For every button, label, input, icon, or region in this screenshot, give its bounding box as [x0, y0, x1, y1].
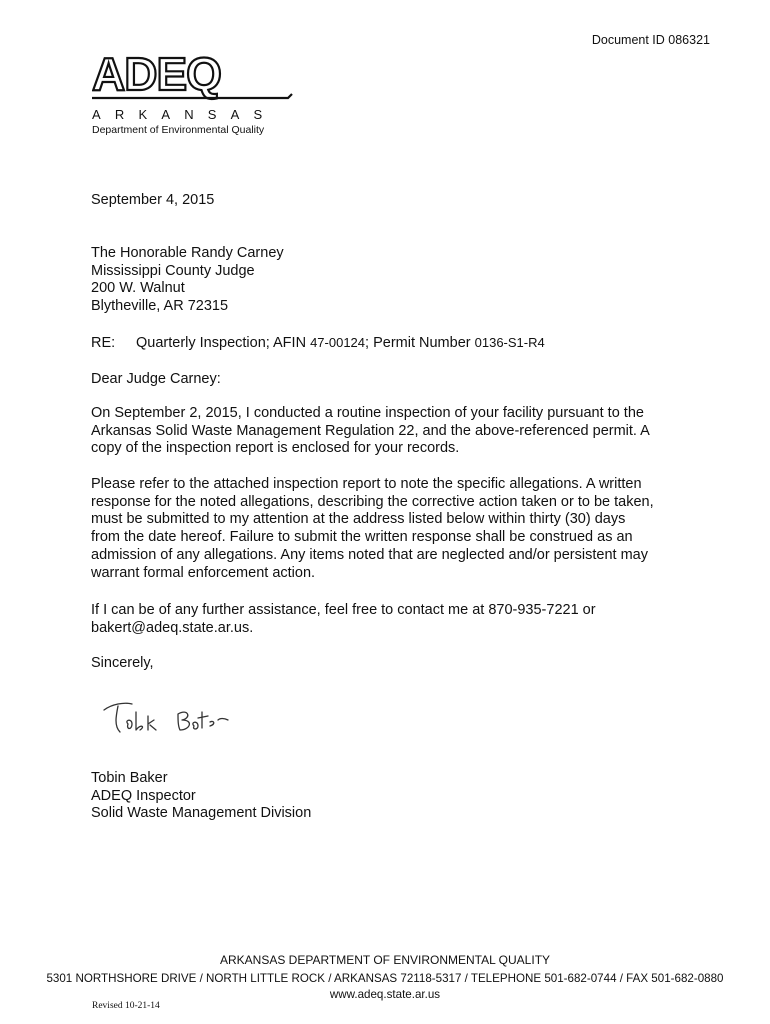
- paragraph-line: admission of any allegations. Any items noted that are neglected and/or persistent may: [91, 546, 648, 563]
- re-text-b: ; Permit Number: [365, 335, 475, 351]
- paragraph-2: [91, 476, 711, 582]
- revision-note: Revised 10-21-14: [92, 1001, 160, 1011]
- letterhead-state: ARKANSAS: [92, 107, 277, 122]
- recipient-name: The Honorable Randy Carney: [91, 245, 284, 261]
- paragraph-line: On September 2, 2015, I conducted a routine inspection of your facility pursuant to the: [91, 405, 644, 421]
- paragraph-3: [91, 602, 711, 637]
- re-line: [91, 334, 711, 353]
- signer-title: ADEQ Inspector: [91, 787, 196, 804]
- recipient-street: 200 W. Walnut: [91, 280, 185, 297]
- closing: Sincerely,: [91, 655, 154, 671]
- re-afin: 47-00124: [310, 335, 366, 350]
- paragraph-line: from the date hereof. Failure to submit the written response shall be construed as an: [91, 529, 633, 546]
- recipient-city: Blytheville, AR 72315: [91, 298, 229, 315]
- paragraph-line: Please refer to the attached inspection report to note the specific allegations. A written: [91, 476, 642, 492]
- paragraph-line: Arkansas Solid Waste Management Regulation 22, and the above-referenced permit. A: [91, 422, 650, 439]
- signature-block: [91, 770, 711, 823]
- paragraph-line: If I can be of any further assistance, feel free to contact me at 870-935-7221 or: [91, 602, 596, 618]
- paragraph-line: must be submitted to my attention at the address listed below within thirty (30) days: [91, 511, 626, 528]
- paragraph-line: warrant formal enforcement action.: [91, 564, 316, 581]
- footer-address: 5301 NORTHSHORE DRIVE / NORTH LITTLE ROCK / ARKANSAS 72118-5317 / TELEPHONE 501-682-0744 / FAX 501-682-0880: [46, 972, 724, 985]
- recipient-title: Mississippi County Judge: [91, 262, 255, 279]
- adeq-logo: [92, 52, 302, 102]
- salutation: Dear Judge Carney:: [91, 371, 221, 387]
- handwritten-signature: [98, 690, 238, 740]
- paragraph-1: [91, 405, 711, 458]
- re-text-a: Quarterly Inspection; AFIN: [136, 335, 311, 351]
- paragraph-line: response for the noted allegations, describing the corrective action taken or to be taken,: [91, 493, 654, 510]
- re-label: RE:: [91, 335, 116, 351]
- signer-division: Solid Waste Management Division: [91, 805, 312, 822]
- document-id: Document ID 086321: [591, 33, 710, 47]
- re-permit: 0136-S1-R4: [474, 335, 545, 350]
- footer-website[interactable]: www.adeq.state.ar.us: [329, 988, 441, 1001]
- paragraph-line: bakert@adeq.state.ar.us.: [91, 619, 254, 636]
- signer-name: Tobin Baker: [91, 770, 168, 786]
- letter-date: September 4, 2015: [91, 192, 215, 208]
- footer-org: ARKANSAS DEPARTMENT OF ENVIRONMENTAL QUALITY: [219, 953, 551, 967]
- paragraph-line: copy of the inspection report is enclosed for your records.: [91, 440, 460, 457]
- recipient-address: [91, 245, 711, 316]
- logo-wordmark: ADEQ: [92, 52, 221, 100]
- letterhead-department: Department of Environmental Quality: [92, 124, 265, 136]
